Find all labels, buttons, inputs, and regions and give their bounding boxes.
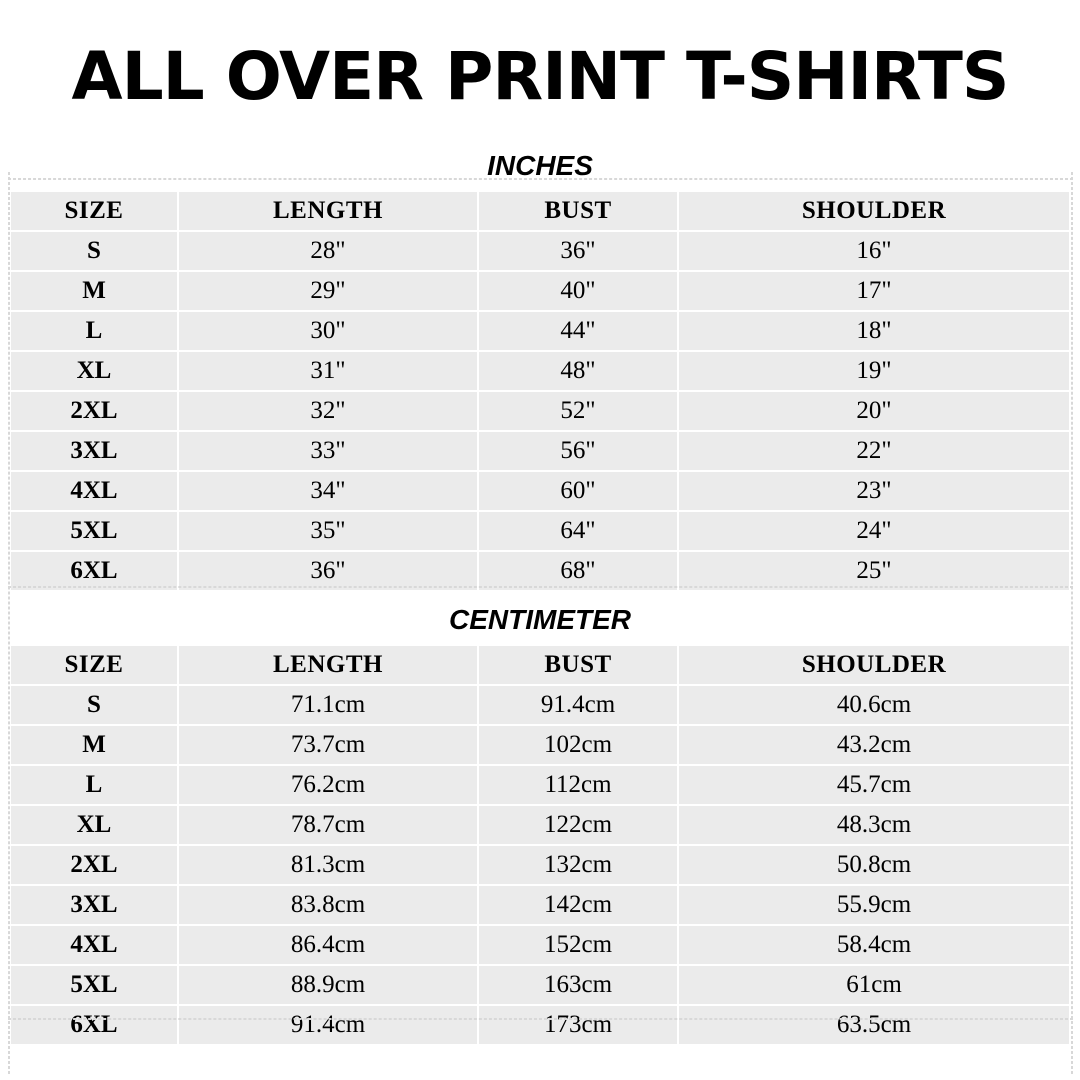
column-header-shoulder: SHOULDER (678, 645, 1070, 685)
cell-size: L (10, 311, 178, 351)
page-title: ALL OVER PRINT T-SHIRTS (71, 38, 1009, 115)
cell-bust: 163cm (478, 965, 678, 1005)
cell-bust: 44" (478, 311, 678, 351)
column-header-size: SIZE (10, 645, 178, 685)
cell-length: 73.7cm (178, 725, 478, 765)
cell-size: S (10, 685, 178, 725)
cell-shoulder: 55.9cm (678, 885, 1070, 925)
cell-size: 6XL (10, 551, 178, 591)
cell-shoulder: 58.4cm (678, 925, 1070, 965)
cell-length: 29" (178, 271, 478, 311)
cell-shoulder: 25" (678, 551, 1070, 591)
cell-shoulder: 50.8cm (678, 845, 1070, 885)
cell-length: 35" (178, 511, 478, 551)
cell-shoulder: 20" (678, 391, 1070, 431)
cell-shoulder: 24" (678, 511, 1070, 551)
cell-bust: 152cm (478, 925, 678, 965)
table-row (10, 271, 1070, 311)
cell-length: 78.7cm (178, 805, 478, 845)
column-header-size: SIZE (10, 191, 178, 231)
cell-bust: 122cm (478, 805, 678, 845)
column-header-length: LENGTH (178, 191, 478, 231)
cell-size: XL (10, 805, 178, 845)
cell-bust: 36" (478, 231, 678, 271)
size-table-centimeter (9, 644, 1071, 1046)
cell-bust: 173cm (478, 1005, 678, 1045)
cell-shoulder: 19" (678, 351, 1070, 391)
cell-length: 33" (178, 431, 478, 471)
cell-size: 6XL (10, 1005, 178, 1045)
column-header-shoulder: SHOULDER (678, 191, 1070, 231)
cell-size: S (10, 231, 178, 271)
cell-bust: 48" (478, 351, 678, 391)
cell-bust: 112cm (478, 765, 678, 805)
cell-shoulder: 43.2cm (678, 725, 1070, 765)
cell-bust: 132cm (478, 845, 678, 885)
cell-size: 5XL (10, 511, 178, 551)
cell-size: 3XL (10, 885, 178, 925)
cell-length: 91.4cm (178, 1005, 478, 1045)
cell-size: 2XL (10, 391, 178, 431)
column-header-bust: BUST (478, 191, 678, 231)
cell-size: M (10, 271, 178, 311)
column-header-length: LENGTH (178, 645, 478, 685)
cell-bust: 56" (478, 431, 678, 471)
cell-size: L (10, 765, 178, 805)
cell-bust: 68" (478, 551, 678, 591)
table-row (10, 765, 1070, 805)
cell-size: 4XL (10, 471, 178, 511)
unit-label-centimeter: CENTIMETER (449, 604, 631, 635)
cell-length: 32" (178, 391, 478, 431)
table-row (10, 551, 1070, 591)
table-row (10, 511, 1070, 551)
cell-length: 28" (178, 231, 478, 271)
table-header-row (10, 191, 1070, 231)
table-header-row (10, 645, 1070, 685)
cell-length: 81.3cm (178, 845, 478, 885)
cell-length: 34" (178, 471, 478, 511)
table-row (10, 391, 1070, 431)
cell-length: 71.1cm (178, 685, 478, 725)
table-row (10, 471, 1070, 511)
table-row (10, 231, 1070, 271)
cell-shoulder: 23" (678, 471, 1070, 511)
cell-shoulder: 22" (678, 431, 1070, 471)
cell-size: 4XL (10, 925, 178, 965)
table-row (10, 431, 1070, 471)
cell-length: 36" (178, 551, 478, 591)
cell-bust: 60" (478, 471, 678, 511)
cell-length: 76.2cm (178, 765, 478, 805)
cell-shoulder: 45.7cm (678, 765, 1070, 805)
cell-size: 2XL (10, 845, 178, 885)
cell-bust: 52" (478, 391, 678, 431)
cell-length: 83.8cm (178, 885, 478, 925)
cell-shoulder: 61cm (678, 965, 1070, 1005)
cell-shoulder: 18" (678, 311, 1070, 351)
table-row (10, 925, 1070, 965)
size-table-inches (9, 190, 1071, 592)
cell-bust: 40" (478, 271, 678, 311)
table-row (10, 845, 1070, 885)
table-row (10, 885, 1070, 925)
cell-shoulder: 48.3cm (678, 805, 1070, 845)
cell-bust: 142cm (478, 885, 678, 925)
cell-size: XL (10, 351, 178, 391)
column-header-bust: BUST (478, 645, 678, 685)
cell-length: 88.9cm (178, 965, 478, 1005)
cell-length: 86.4cm (178, 925, 478, 965)
table-row (10, 311, 1070, 351)
cell-size: 5XL (10, 965, 178, 1005)
cell-bust: 64" (478, 511, 678, 551)
cell-size: 3XL (10, 431, 178, 471)
table-row (10, 351, 1070, 391)
unit-label-inches: INCHES (487, 150, 593, 181)
cell-length: 31" (178, 351, 478, 391)
cell-length: 30" (178, 311, 478, 351)
cell-shoulder: 63.5cm (678, 1005, 1070, 1045)
cell-bust: 102cm (478, 725, 678, 765)
table-row (10, 1005, 1070, 1045)
cell-bust: 91.4cm (478, 685, 678, 725)
table-row (10, 725, 1070, 765)
table-row (10, 965, 1070, 1005)
cell-shoulder: 16" (678, 231, 1070, 271)
table-row (10, 805, 1070, 845)
cell-size: M (10, 725, 178, 765)
cell-shoulder: 17" (678, 271, 1070, 311)
cell-shoulder: 40.6cm (678, 685, 1070, 725)
table-row (10, 685, 1070, 725)
